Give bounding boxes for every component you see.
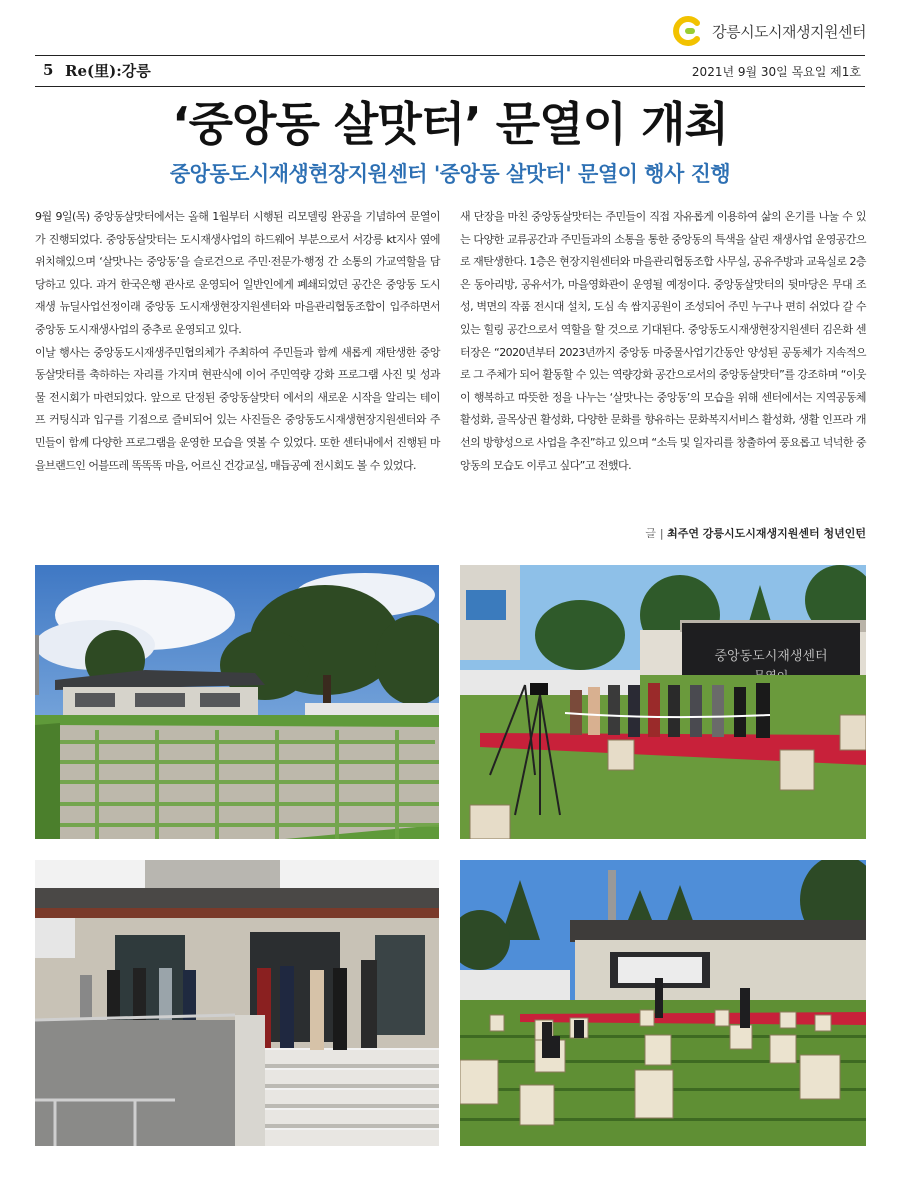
- photo-backyard-chairs: [460, 860, 866, 1146]
- article-column-right: [460, 206, 866, 477]
- photo-building-garden: [35, 565, 439, 839]
- section-title: Re(里):강릉: [65, 62, 151, 80]
- article-paragraph: 9월 9일(목) 중앙동살맛터에서는 올해 1월부터 시행된 리모델링 완공을 기념하여 문열이가 진행되었다. 중앙동살맛터는 도시재생사업의 하드웨어 부분으로서 서강릉 kt지사 옆에 위치해있으며 ‘살맛나는 중앙동’을 슬로건으로 주민·전문가·행정 간 소통의 가교역할을 담당하고 있다. 과거 한국은행 관사로 운영되어 일반인에게 폐쇄되었던 공간은 중앙동 도시재생 뉴딜사업선정이래 중앙동 도시재생현장지원센터와 마을관리협동조합이 입주하면서 중앙동 도시재생사업의 중추로 운영되고 있다.: [35, 210, 440, 336]
- ribbon-cutting-crowd: [570, 683, 770, 738]
- page-number: 5: [43, 61, 54, 79]
- brand-name: 강릉시도시재생지원센터: [712, 22, 866, 41]
- stage-banner-title: 중앙동도시재생센터: [714, 648, 828, 663]
- article-column-left: [35, 206, 440, 477]
- article-paragraph: 이날 행사는 중앙동도시재생주민협의체가 주최하여 주민들과 함께 새롭게 재탄생한 중앙동살맛터를 축하하는 자리를 가지며 현판식에 이어 주민역량 강화 프로그램 사진 및 성과물 전시회가 마련되었다. 앞으로 단정된 중앙동살맛터 에서의 새로운 시작을 알리는 테이프 커팅식과 입구를 기점으로 즐비되어 있는 사진들은 중앙동도시재생현장지원센터와 주민들이 함께 다양한 프로그램을 운영한 모습을 엿볼 수 있었다. 또한 센터내에서 진행된 마을브랜드인 어블뜨레 똑똑똑 마을, 어르신 건강교실, 매듭공예 전시회도 볼 수 있었다.: [35, 345, 440, 472]
- headline: ‘중앙동 살맛터’ 문열이 개최: [172, 97, 728, 151]
- brand: [670, 14, 866, 48]
- issue-bar: [35, 55, 865, 87]
- issue-date: 2021년 9월 30일 목요일 제1호: [691, 65, 861, 79]
- photo-entrance-officials: [35, 860, 439, 1146]
- article-paragraph: 새 단장을 마친 중앙동살맛터는 주민들이 직접 자유롭게 이용하여 삶의 온기를 나눌 수 있는 다양한 교류공간과 주민들과의 소통을 통한 중앙동의 특색을 살린 재생사업 운영공간으로 재탄생한다. 1층은 현장지원센터와 마을관리협동조합 사무실, 공유주방과 교육실로 2층은 동아리방, 공유서가, 마을영화관이 운영될 예정이다. 중앙동살맛터의 뒷마당은 무대 조성, 벽면의 작품 전시대 설치, 도심 속 쌈지공원이 조성되어 주민 누구나 편히 쉬었다 갈 수 있는 힐링 공간으로서 역할을 할 것으로 기대된다. 중앙동도시재생현장지원센터 김은화 센터장은 “2020년부터 2023년까지 중앙동 마중물사업기간동안 양성된 공동체가 지속적으로 그 주체가 되어 활동할 수 있는 역량강화 공간으로서의 중앙동살맛터”를 강조하며 “이웃이 행복하고 따뜻한 정을 나누는 ‘살맛나는 중앙동’의 모습을 위해 센터에서는 지역공동체 활성화, 골목상권 활성화, 다양한 문화를 향유하는 문화복지서비스 활성화, 생활 인프라 개선의 방향성으로 사업을 추진”하고 있으며 “소득 및 일자리를 창출하여 풍요롭고 넉넉한 중앙동의 모습도 이루고 싶다”고 전했다.: [460, 210, 866, 472]
- brand-logo-icon: [670, 14, 704, 48]
- photo-ribbon-cutting-stage: [460, 565, 866, 839]
- subheadline: 중앙동도시재생현장지원센터 '중앙동 살맛터' 문열이 행사 진행: [169, 162, 731, 186]
- byline-label: 글: [645, 527, 657, 540]
- byline: 글 | 최주연 강릉시도시재생지원센터 청년인턴: [645, 527, 866, 540]
- byline-author: 최주연 강릉시도시재생지원센터 청년인턴: [667, 527, 866, 540]
